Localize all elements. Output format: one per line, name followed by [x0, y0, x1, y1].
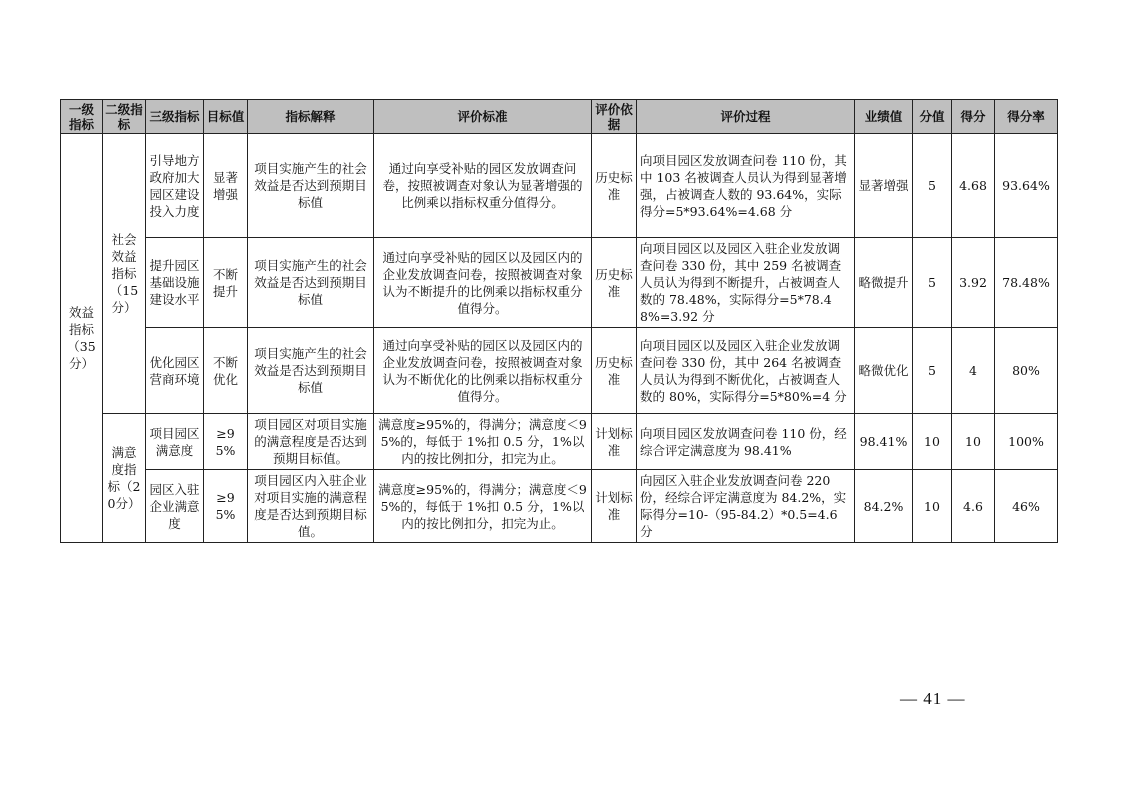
explain-cell: 项目园区内入驻企业对项目实施的满意程度是否达到预期目标值。 [248, 470, 374, 543]
explain-cell: 项目实施产生的社会效益是否达到预期目标值 [248, 328, 374, 414]
table-row [61, 414, 1058, 470]
header-level2: 二级指标 [103, 100, 146, 134]
target-cell: ≥95% [204, 414, 248, 470]
standard-cell: 通过向享受补贴的园区以及园区内的企业发放调查问卷，按照被调查对象认为不断提升的比例乘以指标权重分值得分。 [374, 238, 592, 328]
page-number: — 41 — [900, 689, 966, 708]
level3-cell: 提升园区基础设施建设水平 [146, 238, 204, 328]
points-cell: 10 [913, 470, 952, 543]
header-rate: 得分率 [995, 100, 1058, 134]
basis-cell: 计划标准 [592, 470, 637, 543]
rate-cell: 78.48% [995, 238, 1058, 328]
points-cell: 5 [913, 328, 952, 414]
header-level1: 一级指标 [61, 100, 103, 134]
level3-cell: 优化园区营商环境 [146, 328, 204, 414]
level3-cell: 引导地方政府加大园区建设投入力度 [146, 134, 204, 238]
table-row [61, 470, 1058, 543]
points-cell: 5 [913, 134, 952, 238]
performance-cell: 略微提升 [855, 238, 913, 328]
rate-cell: 93.64% [995, 134, 1058, 238]
performance-cell: 显著增强 [855, 134, 913, 238]
target-cell: 不断优化 [204, 328, 248, 414]
rate-cell: 100% [995, 414, 1058, 470]
performance-indicator-table [60, 99, 1058, 543]
header-level3: 三级指标 [146, 100, 204, 134]
process-cell: 向项目园区发放调查问卷 110 份，其中 103 名被调查人员认为得到显著增强，占被调查人数的 93.64%，实际得分=5*93.64%=4.68 分 [637, 134, 855, 238]
level2-cell-social: 社会效益指标（15分） [103, 134, 146, 414]
target-cell: 显著增强 [204, 134, 248, 238]
header-basis: 评价依据 [592, 100, 637, 134]
header-standard: 评价标准 [374, 100, 592, 134]
header-target: 目标值 [204, 100, 248, 134]
standard-cell: 通过向享受补贴的园区发放调查问卷，按照被调查对象认为显著增强的比例乘以指标权重分值得分。 [374, 134, 592, 238]
basis-cell: 历史标准 [592, 328, 637, 414]
basis-cell: 历史标准 [592, 134, 637, 238]
performance-cell: 98.41% [855, 414, 913, 470]
table-row [61, 238, 1058, 328]
header-explain: 指标解释 [248, 100, 374, 134]
target-cell: ≥95% [204, 470, 248, 543]
table-row [61, 328, 1058, 414]
level3-cell: 项目园区满意度 [146, 414, 204, 470]
explain-cell: 项目实施产生的社会效益是否达到预期目标值 [248, 134, 374, 238]
table-row [61, 134, 1058, 238]
standard-cell: 满意度≥95%的，得满分；满意度＜95%的，每低于 1%扣 0.5 分，1%以内的按比例扣分，扣完为止。 [374, 414, 592, 470]
explain-cell: 项目园区对项目实施的满意程度是否达到预期目标值。 [248, 414, 374, 470]
table-header-row [61, 100, 1058, 134]
performance-cell: 略微优化 [855, 328, 913, 414]
score-cell: 3.92 [952, 238, 995, 328]
performance-cell: 84.2% [855, 470, 913, 543]
process-cell: 向园区入驻企业发放调查问卷 220 份，经综合评定满意度为 84.2%，实际得分=10-（95-84.2）*0.5=4.6 分 [637, 470, 855, 543]
basis-cell: 历史标准 [592, 238, 637, 328]
rate-cell: 46% [995, 470, 1058, 543]
level1-cell: 效益指标（35分） [61, 134, 103, 543]
basis-cell: 计划标准 [592, 414, 637, 470]
standard-cell: 通过向享受补贴的园区以及园区内的企业发放调查问卷，按照被调查对象认为不断优化的比例乘以指标权重分值得分。 [374, 328, 592, 414]
header-score: 得分 [952, 100, 995, 134]
process-cell: 向项目园区以及园区入驻企业发放调查问卷 330 份，其中 264 名被调查人员认为得到不断优化，占被调查人数的 80%，实际得分=5*80%=4 分 [637, 328, 855, 414]
level3-cell: 园区入驻企业满意度 [146, 470, 204, 543]
score-cell: 4.68 [952, 134, 995, 238]
header-points: 分值 [913, 100, 952, 134]
standard-cell: 满意度≥95%的，得满分；满意度＜95%的，每低于 1%扣 0.5 分，1%以内的按比例扣分，扣完为止。 [374, 470, 592, 543]
rate-cell: 80% [995, 328, 1058, 414]
process-cell: 向项目园区以及园区入驻企业发放调查问卷 330 份，其中 259 名被调查人员认为得到不断提升，占被调查人数的 78.48%，实际得分=5*78.48%=3.92 分 [637, 238, 855, 328]
points-cell: 5 [913, 238, 952, 328]
explain-cell: 项目实施产生的社会效益是否达到预期目标值 [248, 238, 374, 328]
process-cell: 向项目园区发放调查问卷 110 份，经综合评定满意度为 98.41% [637, 414, 855, 470]
score-cell: 4 [952, 328, 995, 414]
score-cell: 4.6 [952, 470, 995, 543]
target-cell: 不断提升 [204, 238, 248, 328]
header-performance: 业绩值 [855, 100, 913, 134]
points-cell: 10 [913, 414, 952, 470]
header-process: 评价过程 [637, 100, 855, 134]
score-cell: 10 [952, 414, 995, 470]
level2-cell-satisfaction: 满意度指标（20分） [103, 414, 146, 543]
